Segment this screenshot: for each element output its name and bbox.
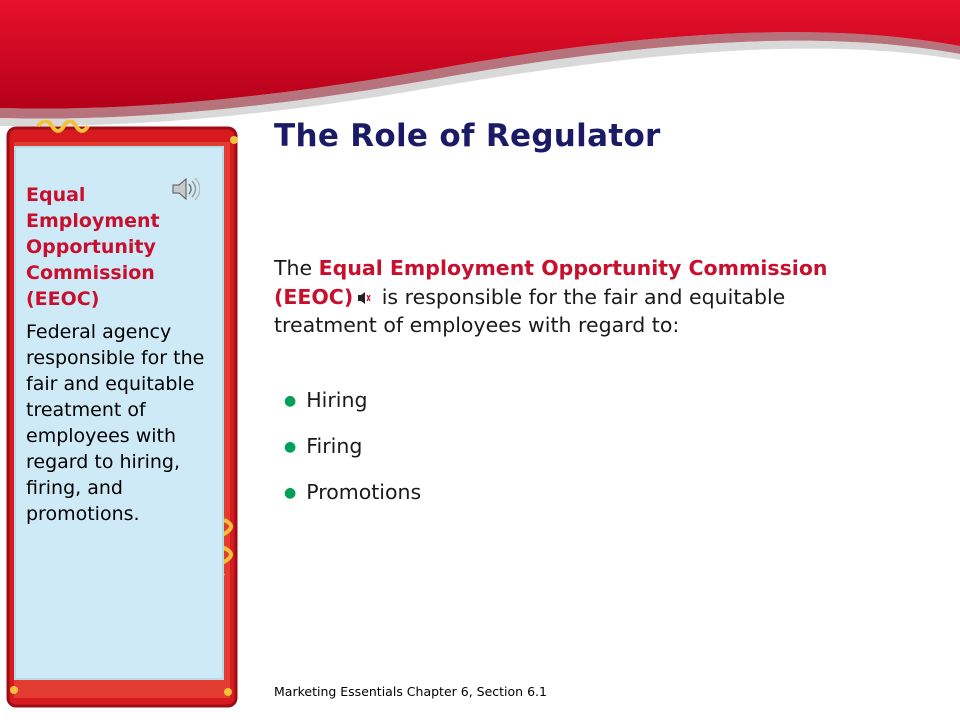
intro-suffix: is responsible for the fair and equitable treatment of employees with regard to:	[274, 284, 786, 337]
bullet-list	[284, 385, 421, 523]
slide-title: The Role of Regulator	[274, 118, 661, 154]
bullet-icon: ●	[284, 485, 297, 501]
list-item	[284, 477, 421, 523]
list-item	[284, 385, 421, 431]
bullet-label: Promotions	[306, 480, 422, 504]
bullet-label: Firing	[306, 434, 363, 458]
eeoc-term: Equal Employment Opportunity Commission (EEOC)	[274, 256, 828, 309]
intro-prefix: The	[274, 256, 319, 280]
bullet-icon: ●	[284, 439, 297, 455]
bullet-label: Hiring	[306, 388, 368, 412]
sidebar-definition: Federal agency responsible for the fair and equitable treatment of employees with regard to hiring, firing, and promotions.	[26, 321, 205, 525]
speaker-icon[interactable]	[355, 285, 371, 301]
list-item	[284, 431, 421, 477]
footer-text: Marketing Essentials Chapter 6, Section 6.1	[274, 684, 547, 699]
speaker-icon[interactable]	[170, 174, 200, 204]
sidebar-term: Equal Employment Opportunity Commission (EEOC)	[26, 184, 160, 310]
bullet-icon: ●	[284, 393, 297, 409]
intro-paragraph	[274, 254, 894, 340]
header-banner	[0, 0, 960, 130]
